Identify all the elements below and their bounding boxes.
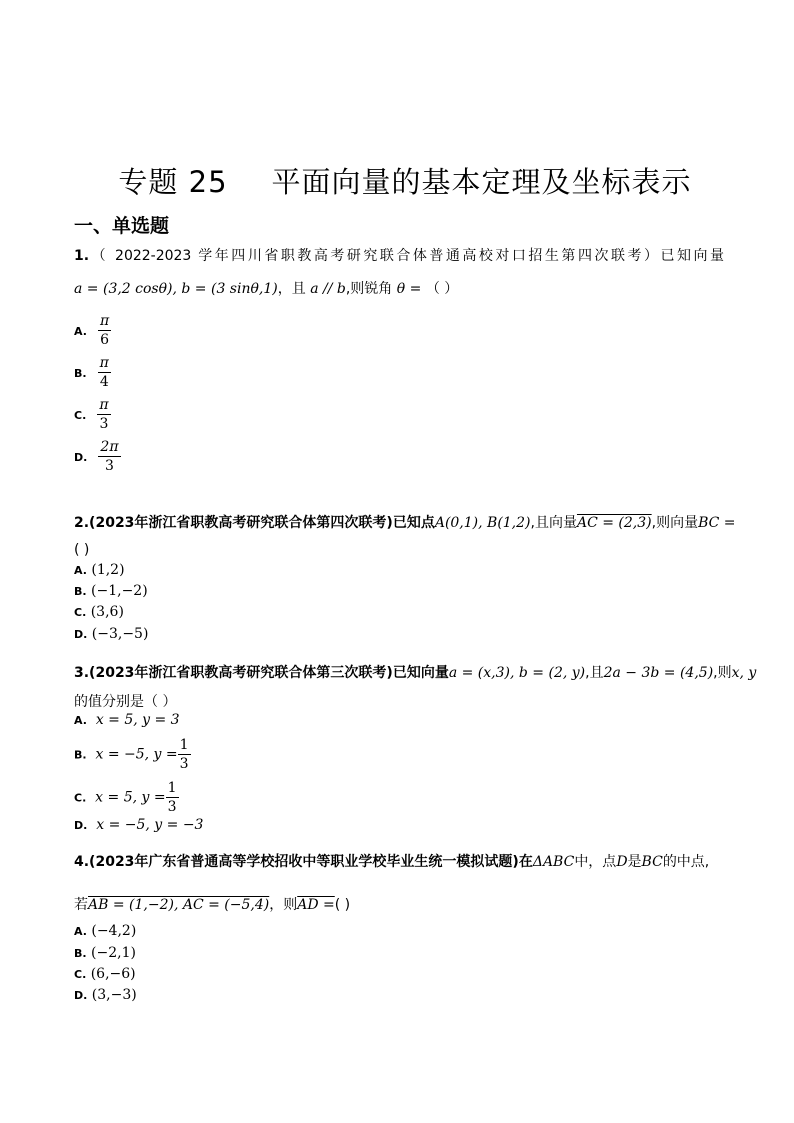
question-4-text-d: 若 [74,897,88,913]
q1-option-c[interactable] [74,396,111,433]
question-2-vector-ac: AC = (2,3) [576,515,652,531]
option-letter: B. [74,748,87,762]
question-3-vectors: a = (x,3), b = (2, y) [448,665,586,681]
question-3-equation: 2a − 3b = (4,5) [603,665,714,681]
question-1-theta: θ = [396,281,422,297]
option-letter: A. [74,325,87,338]
option-letter: C. [74,409,87,422]
fraction-numerator: 1 [167,780,177,796]
q4-option-c[interactable] [74,966,136,982]
question-1-number: 1. [74,248,90,264]
fraction-denominator: 4 [99,374,109,390]
option-text: (3,−3) [91,987,137,1003]
question-1-parallel: a // b [310,281,346,297]
option-text: (−2,1) [91,945,136,961]
question-1-text-a: ，且 [277,281,306,297]
option-text: (6,−6) [90,966,136,982]
question-4-point-d: D [616,854,628,870]
question-3-source: 3.(2023年浙江省职教高考研究联合体第三次联考)已知向量 [74,665,449,681]
question-3-text-b: ,则 [713,665,732,681]
option-text: (1,2) [91,562,125,578]
question-4-vector-ad: AD = [297,897,335,913]
question-4-triangle: ΔABC [532,854,575,870]
fraction-denominator: 3 [99,416,109,432]
question-1-vectors: a = (3,2 cosθ), b = (3 sinθ,1) [74,281,278,297]
option-letter: D. [74,451,88,464]
question-2-blank: ( ) [74,542,90,558]
question-4-text-c: 的中点, [662,854,710,870]
question-4-line2 [74,894,350,914]
question-4-text-a: 中，点 [574,854,617,870]
q2-option-c[interactable] [74,604,124,620]
title-main: 平面向量的基本定理及坐标表示 [271,165,692,199]
option-text: (−3,−5) [91,626,149,642]
question-2-stem [74,512,736,532]
option-letter: A. [74,925,87,938]
question-3-stem [74,662,756,682]
option-letter: D. [74,819,88,832]
option-text: (−1,−2) [91,583,148,599]
section-heading: 一、单选题 [74,215,170,237]
fraction-numerator: π [99,397,109,413]
question-3-line2: 的值分别是（ ） [74,694,177,710]
question-1-blank: （ ） [425,281,459,297]
q1-option-a[interactable] [74,312,111,349]
fraction-numerator: 2π [100,439,119,455]
q4-option-b[interactable] [74,945,136,961]
option-text: (3,6) [90,604,124,620]
option-letter: C. [74,791,87,805]
question-2-vector-bc: BC = [698,515,736,531]
option-text: x = −5, y = [95,746,178,763]
option-text: (−4,2) [91,923,137,939]
q1-option-b[interactable] [74,354,111,391]
question-1-text-b: ,则锐角 [345,281,393,297]
question-1-line2 [74,278,458,298]
question-2-points: A(0,1), B(1,2) [434,515,531,531]
q2-option-b[interactable] [74,583,148,599]
option-letter: D. [74,989,88,1002]
question-3-text-a: ,且 [585,665,604,681]
fraction-denominator: 3 [179,756,189,772]
q4-option-d[interactable] [74,987,137,1003]
question-2-text-a: ,且向量 [530,515,577,531]
title-prefix: 专题 25 [118,165,228,199]
question-4-blank: ( ) [334,897,351,913]
question-4-source: 4.(2023年广东省普通高等学校招收中等职业学校毕业生统一模拟试题)在 [74,854,533,870]
q4-option-a[interactable] [74,923,136,939]
question-1-stem [74,245,724,265]
q1-option-d[interactable] [74,438,121,475]
option-letter: A. [74,714,87,727]
q3-option-a[interactable] [74,712,180,728]
option-text: x = −5, y = −3 [96,817,204,833]
option-letter: C. [74,606,87,619]
q2-option-d[interactable] [74,626,148,642]
option-text: x = 5, y = 3 [95,712,180,728]
fraction-numerator: π [100,313,110,329]
page-title [0,160,794,201]
option-letter: B. [74,947,87,960]
q3-option-c[interactable] [74,779,179,816]
option-letter: B. [74,367,87,380]
option-letter: C. [74,968,87,981]
option-letter: B. [74,585,87,598]
option-letter: D. [74,628,88,641]
question-2-text-b: ,则向量 [651,515,699,531]
q2-option-a[interactable] [74,562,125,578]
question-1-source: （ 2022-2023 学年四川省职教高考研究联合体普通高校对口招生第四次联考）已知向量 [89,248,724,264]
fraction-numerator: 1 [179,737,189,753]
question-4-segment-bc: BC [641,854,663,870]
q3-option-d[interactable] [74,817,203,833]
fraction-denominator: 3 [105,458,114,474]
option-text: x = 5, y = [95,789,166,806]
option-letter: A. [74,564,87,577]
fraction-denominator: 3 [167,799,177,815]
question-2-source: 2.(2023年浙江省职教高考研究联合体第四次联考)已知点 [74,515,435,531]
fraction-numerator: π [99,355,109,371]
question-4-text-e: ，则 [269,897,298,913]
question-3-xy: x, y [731,665,757,681]
question-4-stem [74,851,709,871]
question-4-vectors: AB = (1,−2), AC = (−5,4) [88,897,270,913]
q3-option-b[interactable] [74,736,191,773]
question-4-text-b: 是 [627,854,642,870]
fraction-denominator: 6 [100,332,110,348]
